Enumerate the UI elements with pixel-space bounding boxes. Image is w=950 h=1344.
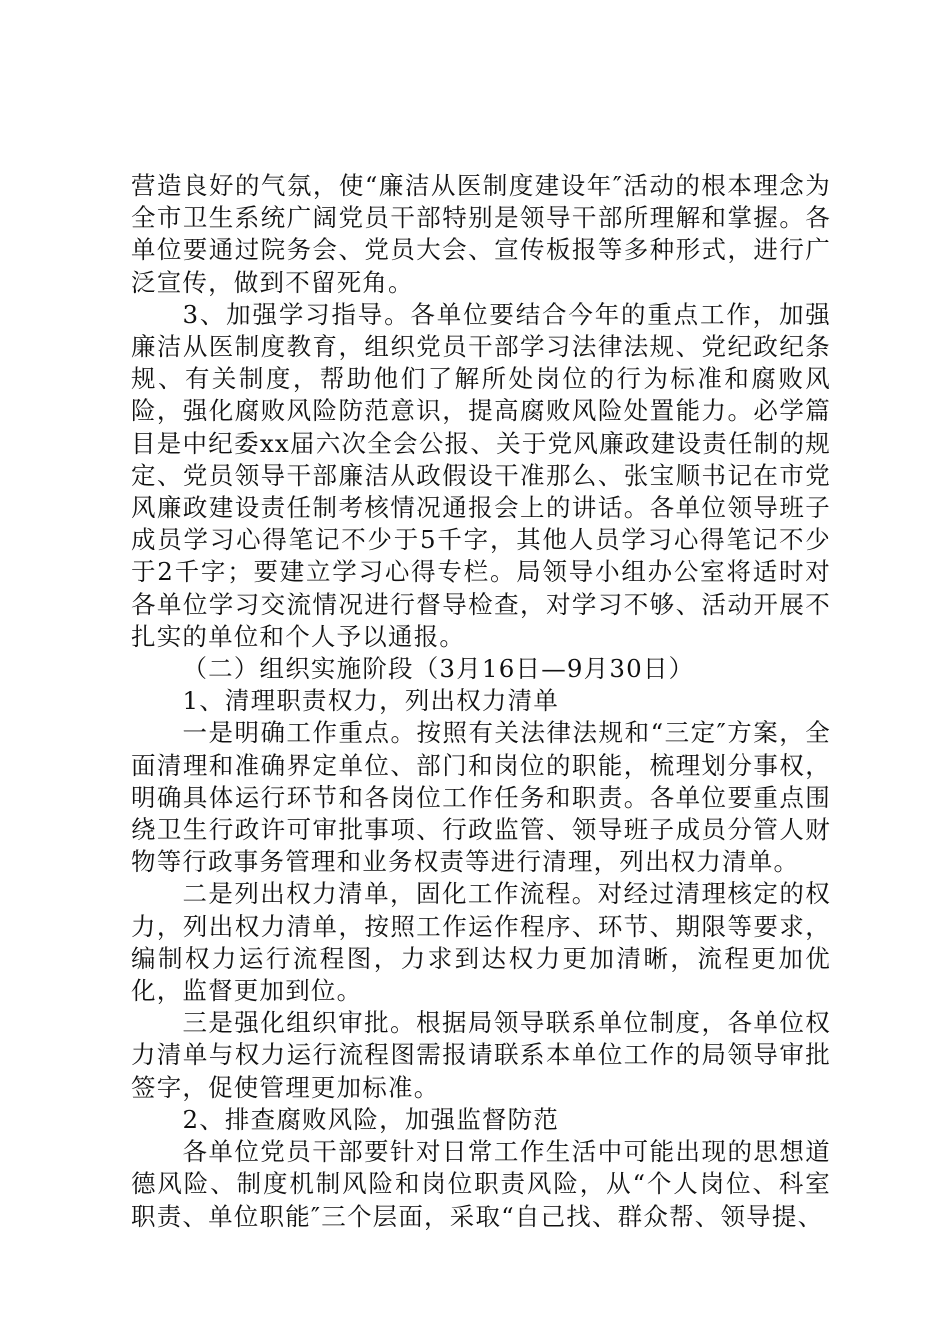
- paragraph-approval: 三是强化组织审批。根据局领导联系单位制度，各单位权力清单与权力运行流程图需报请联系本单位工作的局领导审批签字，促使管理更加标准。: [131, 1008, 831, 1102]
- paragraph-continuation: 营造良好的气氛，使“廉洁从医制度建设年″活动的根本理念为全市卫生系统广阔党员干部特别是领导干部所理解和掌握。各单位要通过院务会、党员大会、宣传板报等多种形式，进行广泛宣传，做到不留死角。: [131, 171, 831, 297]
- paragraph-risk-check: 各单位党员干部要针对日常工作生活中可能出现的思想道德风险、制度机制风险和岗位职责风险，从“个人岗位、科室职责、单位职能″三个层面，采取“自己找、群众帮、领导提、: [131, 1137, 831, 1231]
- subsection-heading-risk-check: 2、排查腐败风险，加强监督防范: [182, 1104, 560, 1134]
- section-heading-implementation-stage: （二）组织实施阶段（3月16日—9月30日）: [182, 654, 695, 684]
- paragraph-work-focus: 一是明确工作重点。按照有关法律法规和“三定″方案，全面清理和准确界定单位、部门和岗位的职能，梳理划分事权，明确具体运行环节和各岗位工作任务和职责。各单位要重点围绕卫生行政许可审批事项、行政监管、领导班子成员分管人财物等行政事务管理和业务权责等进行清理，列出权力清单。: [131, 718, 831, 877]
- paragraph-power-list: 二是列出权力清单，固化工作流程。对经过清理核定的权力，列出权力清单，按照工作运作程序、环节、期限等要求，编制权力运行流程图，力求到达权力更加清晰，流程更加优化，监督更加到位。: [131, 879, 831, 1006]
- document-body: [131, 170, 831, 1233]
- paragraph-study-guidance: 3、加强学习指导。各单位要结合今年的重点工作，加强廉洁从医制度教育，组织党员干部学习法律法规、党纪政纪条规、有关制度，帮助他们了解所处岗位的行为标准和腐败风险，强化腐败风险防范意识，提高腐败风险处置能力。必学篇目是中纪委xx届六次全会公报、关于党风廉政建设责任制的规定、党员领导干部廉洁从政假设干准那么、张宝顺书记在市党风廉政建设责任制考核情况通报会上的讲话。各单位领导班子成员学习心得笔记不少于5千字，其他人员学习心得笔记不少于2千字；要建立学习心得专栏。局领导小组办公室将适时对各单位学习交流情况进行督导检查，对学习不够、活动开展不扎实的单位和个人予以通报。: [131, 299, 831, 651]
- subsection-heading-power-list: 1、清理职责权力，列出权力清单: [182, 686, 560, 716]
